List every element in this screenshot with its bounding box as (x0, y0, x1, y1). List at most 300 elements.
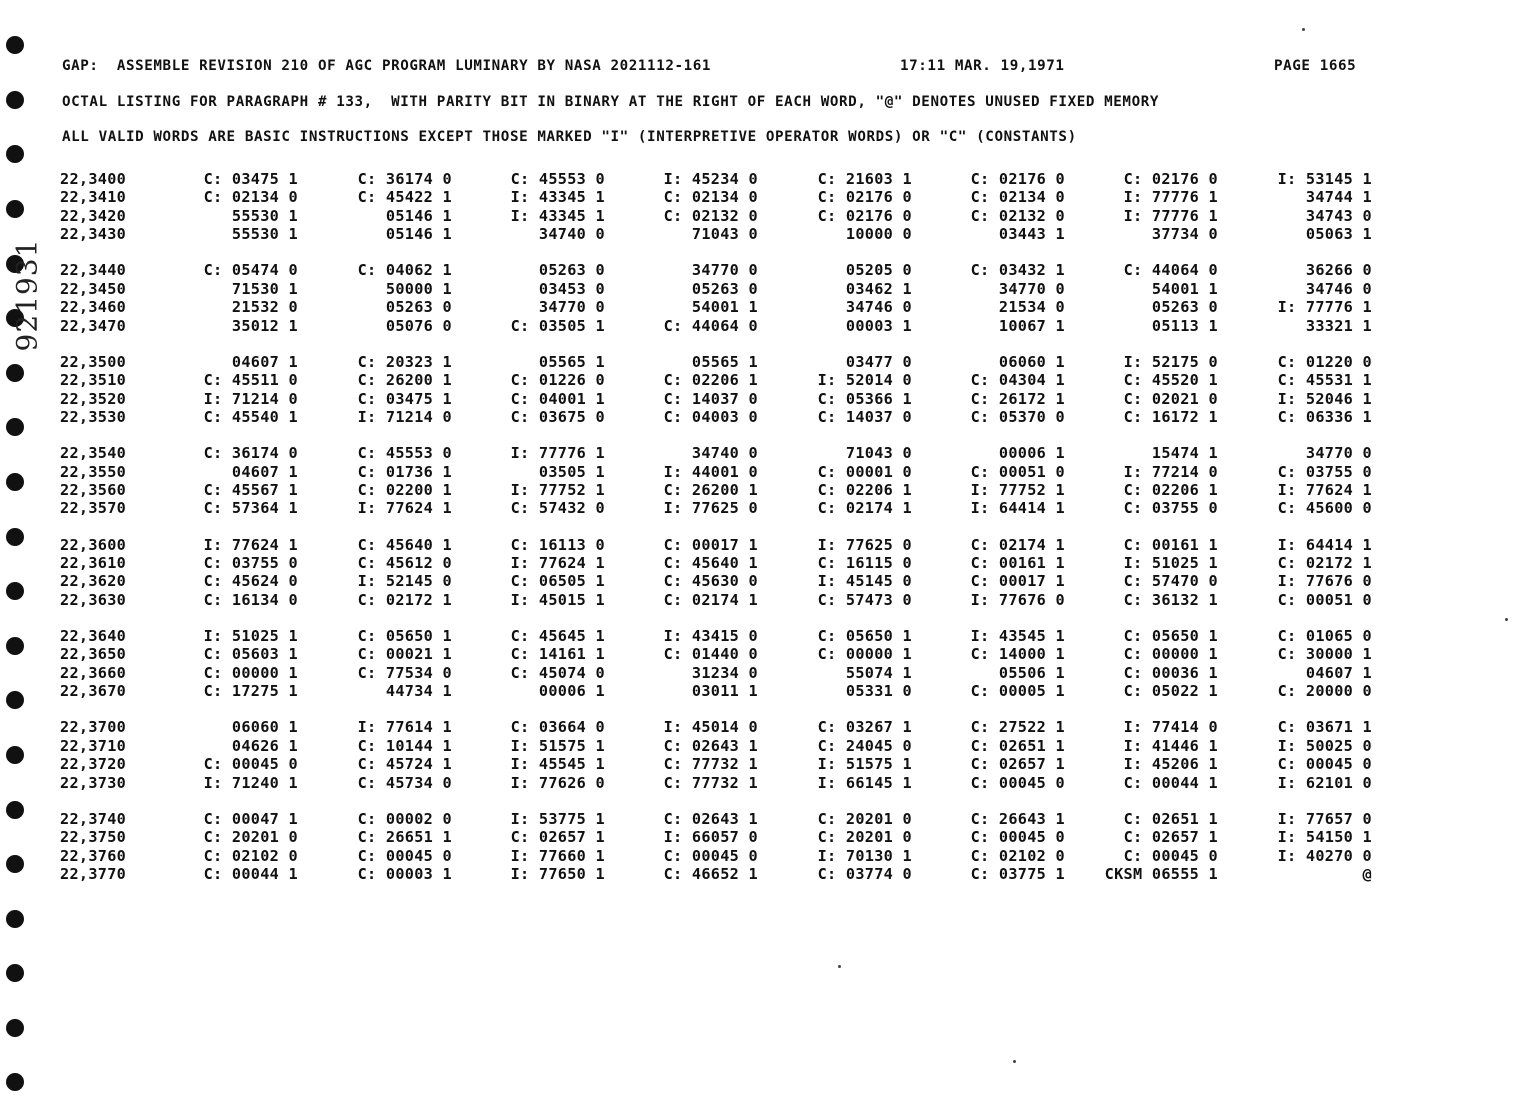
memory-word: 33321 1 (1305, 316, 1372, 335)
memory-word: C: 45553 0 (357, 444, 452, 463)
punch-hole (6, 746, 24, 764)
memory-word: C: 16115 0 (817, 554, 912, 572)
memory-word: C: 00002 0 (357, 809, 452, 828)
memory-word: C: 00044 1 (203, 865, 298, 883)
memory-word: I: 45545 1 (510, 755, 605, 774)
memory-word: C: 21603 1 (817, 170, 912, 188)
memory-word: C: 06505 1 (510, 572, 605, 591)
memory-word: C: 14037 0 (817, 408, 912, 426)
punch-hole (6, 1073, 24, 1091)
memory-word: C: 00005 1 (970, 682, 1065, 701)
memory-word: C: 00003 1 (357, 865, 452, 883)
memory-word: C: 02102 0 (203, 846, 298, 865)
memory-word: C: 36174 0 (357, 170, 452, 188)
memory-word: 34740 0 (691, 444, 758, 463)
assembly-title: GAP: ASSEMBLE REVISION 210 OF AGC PROGRAM LUMINARY BY NASA 2021112-161 (62, 58, 712, 74)
memory-word: C: 02134 0 (970, 188, 1065, 207)
memory-word: C: 02134 0 (203, 188, 298, 207)
memory-word: 21532 0 (231, 298, 298, 317)
memory-word: C: 02174 1 (817, 499, 912, 518)
memory-word: C: 01440 0 (663, 645, 758, 664)
memory-word: 34746 0 (1305, 279, 1372, 298)
memory-word: 06060 1 (998, 352, 1065, 371)
memory-word: C: 00051 0 (970, 462, 1065, 481)
memory-word: I: 53145 1 (1277, 170, 1372, 188)
memory-word: C: 01736 1 (357, 462, 452, 481)
memory-word: C: 02657 1 (510, 828, 605, 847)
row-address: 22,3430 (60, 225, 127, 244)
memory-word: 54001 1 (691, 298, 758, 317)
memory-word: 05263 0 (538, 261, 605, 280)
memory-word: C: 02651 1 (1123, 809, 1218, 828)
punch-hole (6, 473, 24, 491)
memory-word: 34744 1 (1305, 188, 1372, 207)
memory-word: I: 71240 1 (203, 773, 298, 792)
memory-word: 34746 0 (845, 298, 912, 317)
row-address: 22,3670 (60, 682, 127, 701)
punch-hole (6, 145, 24, 163)
memory-word: 03477 0 (845, 352, 912, 371)
row-address: 22,3770 (60, 865, 127, 883)
memory-word: I: 54150 1 (1277, 828, 1372, 847)
memory-word: I: 43345 1 (510, 206, 605, 225)
memory-word: I: 77776 1 (1123, 188, 1218, 207)
memory-word: C: 05650 1 (1123, 627, 1218, 645)
memory-word: C: 00000 1 (203, 663, 298, 682)
memory-word: I: 77660 1 (510, 846, 605, 865)
memory-word: C: 02021 0 (1123, 389, 1218, 408)
memory-word: C: 20201 0 (817, 809, 912, 828)
memory-word: I: 70130 1 (817, 846, 912, 865)
memory-word: C: 45734 0 (357, 773, 452, 792)
memory-word: 04626 1 (231, 736, 298, 755)
memory-word: C: 17275 1 (203, 682, 298, 701)
memory-word: C: 02200 1 (357, 481, 452, 499)
memory-word: I: 51575 1 (510, 736, 605, 755)
memory-word: C: 36174 0 (203, 444, 298, 463)
punch-hole (6, 364, 24, 382)
row-address: 22,3530 (60, 408, 127, 426)
memory-word: 21534 0 (998, 298, 1065, 317)
memory-word: I: 45015 1 (510, 590, 605, 609)
memory-word: C: 45511 0 (203, 371, 298, 390)
memory-word: I: 62101 0 (1277, 773, 1372, 792)
memory-word: C: 46652 1 (663, 865, 758, 883)
memory-word: I: 50025 0 (1277, 736, 1372, 755)
memory-word: 34770 0 (1305, 444, 1372, 463)
memory-word: C: 45531 1 (1277, 371, 1372, 390)
memory-word: C: 26200 1 (663, 481, 758, 499)
memory-word: C: 02651 1 (970, 736, 1065, 755)
memory-word: C: 02102 0 (970, 846, 1065, 865)
memory-word: C: 03774 0 (817, 865, 912, 883)
memory-word: 00006 1 (538, 682, 605, 701)
memory-word: I: 64414 1 (970, 499, 1065, 518)
memory-word: 03453 0 (538, 279, 605, 298)
memory-word: C: 04003 0 (663, 408, 758, 426)
memory-word: I: 43545 1 (970, 627, 1065, 645)
memory-word: C: 77534 0 (357, 663, 452, 682)
memory-word: C: 77732 1 (663, 755, 758, 774)
memory-word: C: 00017 1 (970, 572, 1065, 591)
memory-word: 00003 1 (845, 316, 912, 335)
row-address: 22,3560 (60, 481, 127, 499)
memory-word: 05076 0 (385, 316, 452, 335)
memory-word: I: 53775 1 (510, 809, 605, 828)
memory-word: C: 01220 0 (1277, 352, 1372, 371)
row-address: 22,3750 (60, 828, 127, 847)
memory-word: C: 16113 0 (510, 535, 605, 554)
memory-word: C: 45724 1 (357, 755, 452, 774)
memory-word: C: 00036 1 (1123, 663, 1218, 682)
punch-hole (6, 855, 24, 873)
memory-word: 34743 0 (1305, 206, 1372, 225)
memory-word: C: 45553 0 (510, 170, 605, 188)
memory-word: 05565 1 (538, 352, 605, 371)
row-address: 22,3730 (60, 773, 127, 792)
memory-word: CKSM 06555 1 (1104, 865, 1218, 883)
memory-word: C: 57473 0 (817, 590, 912, 609)
memory-word: C: 02172 1 (1277, 554, 1372, 572)
memory-word: C: 20000 0 (1277, 682, 1372, 701)
row-address: 22,3450 (60, 279, 127, 298)
memory-word: 05263 0 (691, 279, 758, 298)
row-address: 22,3510 (60, 371, 127, 390)
punch-hole (6, 528, 24, 546)
row-address: 22,3640 (60, 627, 127, 645)
row-address: 22,3660 (60, 663, 127, 682)
memory-word: I: 52014 0 (817, 371, 912, 390)
memory-word: C: 00045 0 (1123, 846, 1218, 865)
memory-word: I: 51575 1 (817, 755, 912, 774)
memory-word: 71530 1 (231, 279, 298, 298)
memory-word: C: 10144 1 (357, 736, 452, 755)
memory-word: C: 45612 0 (357, 554, 452, 572)
memory-word: I: 45145 0 (817, 572, 912, 591)
memory-word: C: 00021 1 (357, 645, 452, 664)
memory-word: C: 00001 0 (817, 462, 912, 481)
row-address: 22,3540 (60, 444, 127, 463)
memory-word: I: 77676 0 (970, 590, 1065, 609)
memory-word: C: 00047 1 (203, 809, 298, 828)
memory-word: 44734 1 (385, 682, 452, 701)
binder-holes (6, 0, 36, 1110)
memory-word: 71043 0 (691, 225, 758, 244)
memory-word: C: 02176 0 (817, 188, 912, 207)
memory-word: C: 27522 1 (970, 718, 1065, 737)
memory-word: I: 43415 0 (663, 627, 758, 645)
row-address: 22,3620 (60, 572, 127, 591)
memory-word: C: 26172 1 (970, 389, 1065, 408)
punch-hole (6, 418, 24, 436)
margin-stamp: 921931 (10, 238, 44, 352)
row-address: 22,3520 (60, 389, 127, 408)
memory-word: C: 45645 1 (510, 627, 605, 645)
memory-word: 34770 0 (691, 261, 758, 280)
memory-word: C: 45600 0 (1277, 499, 1372, 518)
memory-word: C: 02172 1 (357, 590, 452, 609)
memory-word: I: 77626 0 (510, 773, 605, 792)
memory-word: C: 20323 1 (357, 352, 452, 371)
memory-word: @ (1362, 865, 1372, 883)
paper-speck (838, 965, 841, 968)
memory-word: 04607 1 (1305, 663, 1372, 682)
memory-word: 71043 0 (845, 444, 912, 463)
memory-word: 34740 0 (538, 225, 605, 244)
memory-word: C: 02206 1 (663, 371, 758, 390)
memory-word: I: 77614 1 (357, 718, 452, 737)
memory-word: C: 03475 1 (203, 170, 298, 188)
memory-word: C: 03755 0 (203, 554, 298, 572)
row-address: 22,3630 (60, 590, 127, 609)
memory-word: C: 02176 0 (1123, 170, 1218, 188)
row-address: 22,3740 (60, 809, 127, 828)
memory-word: C: 00000 1 (1123, 645, 1218, 664)
memory-word: I: 77650 1 (510, 865, 605, 883)
memory-word: I: 77624 1 (203, 535, 298, 554)
memory-word: C: 00045 0 (970, 828, 1065, 847)
memory-word: C: 03664 0 (510, 718, 605, 737)
punch-hole (6, 1019, 24, 1037)
memory-word: C: 02206 1 (817, 481, 912, 499)
memory-word: C: 14161 1 (510, 645, 605, 664)
memory-word: 03505 1 (538, 462, 605, 481)
punch-hole (6, 801, 24, 819)
memory-word: C: 00045 0 (1277, 755, 1372, 774)
memory-word: C: 16134 0 (203, 590, 298, 609)
memory-word: C: 00051 0 (1277, 590, 1372, 609)
memory-word: C: 57364 1 (203, 499, 298, 518)
row-address: 22,3570 (60, 499, 127, 518)
memory-word: C: 03671 1 (1277, 718, 1372, 737)
memory-word: C: 44064 0 (1123, 261, 1218, 280)
memory-word: C: 16172 1 (1123, 408, 1218, 426)
memory-word: C: 02174 1 (970, 535, 1065, 554)
memory-word: C: 26651 1 (357, 828, 452, 847)
page-number: PAGE 1665 (1274, 58, 1357, 74)
memory-word: 05506 1 (998, 663, 1065, 682)
memory-word: 05063 1 (1305, 225, 1372, 244)
memory-word: C: 02134 0 (663, 188, 758, 207)
row-address: 22,3420 (60, 206, 127, 225)
listing-description: OCTAL LISTING FOR PARAGRAPH # 133, WITH PARITY BIT IN BINARY AT THE RIGHT OF EACH WORD, "@" DENOTES UNUSED FIXED MEMORY (62, 94, 1159, 110)
memory-word: C: 26643 1 (970, 809, 1065, 828)
memory-word: 06060 1 (231, 718, 298, 737)
memory-word: C: 20201 0 (817, 828, 912, 847)
memory-word: 50000 1 (385, 279, 452, 298)
memory-word: I: 45234 0 (663, 170, 758, 188)
memory-word: I: 77624 1 (510, 554, 605, 572)
memory-word: C: 45640 1 (663, 554, 758, 572)
memory-word: I: 77776 1 (1277, 298, 1372, 317)
memory-word: C: 05603 1 (203, 645, 298, 664)
row-address: 22,3650 (60, 645, 127, 664)
memory-word: 04607 1 (231, 462, 298, 481)
row-address: 22,3700 (60, 718, 127, 737)
memory-word: C: 02176 0 (970, 170, 1065, 188)
punch-hole (6, 637, 24, 655)
memory-word: C: 02643 1 (663, 736, 758, 755)
punch-hole (6, 91, 24, 109)
memory-word: C: 03432 1 (970, 261, 1065, 280)
memory-word: I: 77676 0 (1277, 572, 1372, 591)
punch-hole (6, 36, 24, 54)
memory-word: I: 43345 1 (510, 188, 605, 207)
memory-word: C: 00045 0 (663, 846, 758, 865)
memory-word: I: 52175 0 (1123, 352, 1218, 371)
memory-word: 05263 0 (385, 298, 452, 317)
memory-word: C: 03775 1 (970, 865, 1065, 883)
memory-word: C: 04001 1 (510, 389, 605, 408)
row-address: 22,3500 (60, 352, 127, 371)
row-address: 22,3610 (60, 554, 127, 572)
row-address: 22,3720 (60, 755, 127, 774)
memory-word: C: 44064 0 (663, 316, 758, 335)
memory-word: 05205 0 (845, 261, 912, 280)
memory-word: C: 26200 1 (357, 371, 452, 390)
memory-word: I: 40270 0 (1277, 846, 1372, 865)
memory-word: C: 00045 0 (357, 846, 452, 865)
memory-word: C: 02174 1 (663, 590, 758, 609)
memory-word: C: 45630 0 (663, 572, 758, 591)
memory-word: I: 66145 1 (817, 773, 912, 792)
memory-word: C: 03675 0 (510, 408, 605, 426)
memory-word: C: 45540 1 (203, 408, 298, 426)
memory-word: I: 77414 0 (1123, 718, 1218, 737)
memory-word: I: 77214 0 (1123, 462, 1218, 481)
memory-word: I: 41446 1 (1123, 736, 1218, 755)
memory-word: 34770 0 (998, 279, 1065, 298)
memory-word: C: 57432 0 (510, 499, 605, 518)
memory-word: 31234 0 (691, 663, 758, 682)
memory-word: 00006 1 (998, 444, 1065, 463)
assembly-datetime: 17:11 MAR. 19,1971 (900, 58, 1065, 74)
memory-word: C: 20201 0 (203, 828, 298, 847)
memory-word: 05263 0 (1151, 298, 1218, 317)
memory-word: 05146 1 (385, 225, 452, 244)
memory-word: C: 45624 0 (203, 572, 298, 591)
memory-word: C: 00045 0 (203, 755, 298, 774)
memory-word: C: 24045 0 (817, 736, 912, 755)
listing-header (62, 58, 1382, 154)
memory-word: C: 02643 1 (663, 809, 758, 828)
memory-word: 37734 0 (1151, 225, 1218, 244)
memory-word: 04607 1 (231, 352, 298, 371)
memory-word: I: 77752 1 (510, 481, 605, 499)
memory-word: 10067 1 (998, 316, 1065, 335)
memory-word: 03462 1 (845, 279, 912, 298)
memory-word: 03443 1 (998, 225, 1065, 244)
memory-word: 15474 1 (1151, 444, 1218, 463)
punch-hole (6, 910, 24, 928)
memory-word: C: 05366 1 (817, 389, 912, 408)
row-address: 22,3400 (60, 170, 127, 188)
punch-hole (6, 582, 24, 600)
memory-word: I: 77624 1 (357, 499, 452, 518)
memory-word: I: 45206 1 (1123, 755, 1218, 774)
memory-word: 54001 1 (1151, 279, 1218, 298)
memory-word: C: 05650 1 (817, 627, 912, 645)
row-address: 22,3460 (60, 298, 127, 317)
memory-word: 05331 0 (845, 682, 912, 701)
memory-word: I: 51025 1 (203, 627, 298, 645)
memory-word: C: 14037 0 (663, 389, 758, 408)
memory-word: C: 03475 1 (357, 389, 452, 408)
memory-word: C: 00000 1 (817, 645, 912, 664)
memory-word: C: 45074 0 (510, 663, 605, 682)
memory-word: I: 71214 0 (357, 408, 452, 426)
memory-word: I: 77776 1 (1123, 206, 1218, 225)
row-address: 22,3550 (60, 462, 127, 481)
paper-speck (1505, 618, 1508, 621)
memory-word: I: 51025 1 (1123, 554, 1218, 572)
paper-speck (1302, 28, 1305, 31)
memory-word: 35012 1 (231, 316, 298, 335)
memory-word: I: 71214 0 (203, 389, 298, 408)
memory-word: I: 77776 1 (510, 444, 605, 463)
memory-word: C: 00044 1 (1123, 773, 1218, 792)
memory-word: 55074 1 (845, 663, 912, 682)
memory-word: 05146 1 (385, 206, 452, 225)
memory-word: C: 05474 0 (203, 261, 298, 280)
paper-speck (1013, 1060, 1016, 1063)
memory-word: I: 66057 0 (663, 828, 758, 847)
row-address: 22,3470 (60, 316, 127, 335)
memory-word: C: 45520 1 (1123, 371, 1218, 390)
memory-word: C: 05650 1 (357, 627, 452, 645)
memory-word: I: 77624 1 (1277, 481, 1372, 499)
memory-word: I: 45014 0 (663, 718, 758, 737)
memory-word: 03011 1 (691, 682, 758, 701)
memory-word: C: 02176 0 (817, 206, 912, 225)
memory-word: 55530 1 (231, 225, 298, 244)
memory-word: C: 04304 1 (970, 371, 1065, 390)
memory-word: C: 03505 1 (510, 316, 605, 335)
memory-word: I: 64414 1 (1277, 535, 1372, 554)
memory-word: I: 77752 1 (970, 481, 1065, 499)
memory-word: C: 01065 0 (1277, 627, 1372, 645)
memory-word: C: 02206 1 (1123, 481, 1218, 499)
memory-word: C: 00045 0 (970, 773, 1065, 792)
memory-word: C: 45422 1 (357, 188, 452, 207)
memory-word: C: 03755 0 (1123, 499, 1218, 518)
memory-word: C: 30000 1 (1277, 645, 1372, 664)
memory-word: C: 77732 1 (663, 773, 758, 792)
memory-word: C: 57470 0 (1123, 572, 1218, 591)
memory-word: C: 36132 1 (1123, 590, 1218, 609)
memory-word: I: 44001 0 (663, 462, 758, 481)
row-address: 22,3440 (60, 261, 127, 280)
memory-word: I: 52046 1 (1277, 389, 1372, 408)
memory-word: C: 01226 0 (510, 371, 605, 390)
memory-word: C: 00017 1 (663, 535, 758, 554)
memory-word: C: 05022 1 (1123, 682, 1218, 701)
memory-word: C: 05370 0 (970, 408, 1065, 426)
memory-word: C: 45567 1 (203, 481, 298, 499)
memory-word: I: 77625 0 (817, 535, 912, 554)
row-address: 22,3760 (60, 846, 127, 865)
memory-word: 05113 1 (1151, 316, 1218, 335)
memory-word: C: 02657 1 (1123, 828, 1218, 847)
memory-word: 10000 0 (845, 225, 912, 244)
listing-legend: ALL VALID WORDS ARE BASIC INSTRUCTIONS EXCEPT THOSE MARKED "I" (INTERPRETIVE OPERATOR WORDS) OR "C" (CONSTANTS) (62, 129, 1077, 145)
memory-word: C: 00161 1 (970, 554, 1065, 572)
memory-word: I: 77625 0 (663, 499, 758, 518)
memory-word: I: 77657 0 (1277, 809, 1372, 828)
memory-word: C: 45640 1 (357, 535, 452, 554)
punch-hole (6, 691, 24, 709)
memory-word: C: 04062 1 (357, 261, 452, 280)
